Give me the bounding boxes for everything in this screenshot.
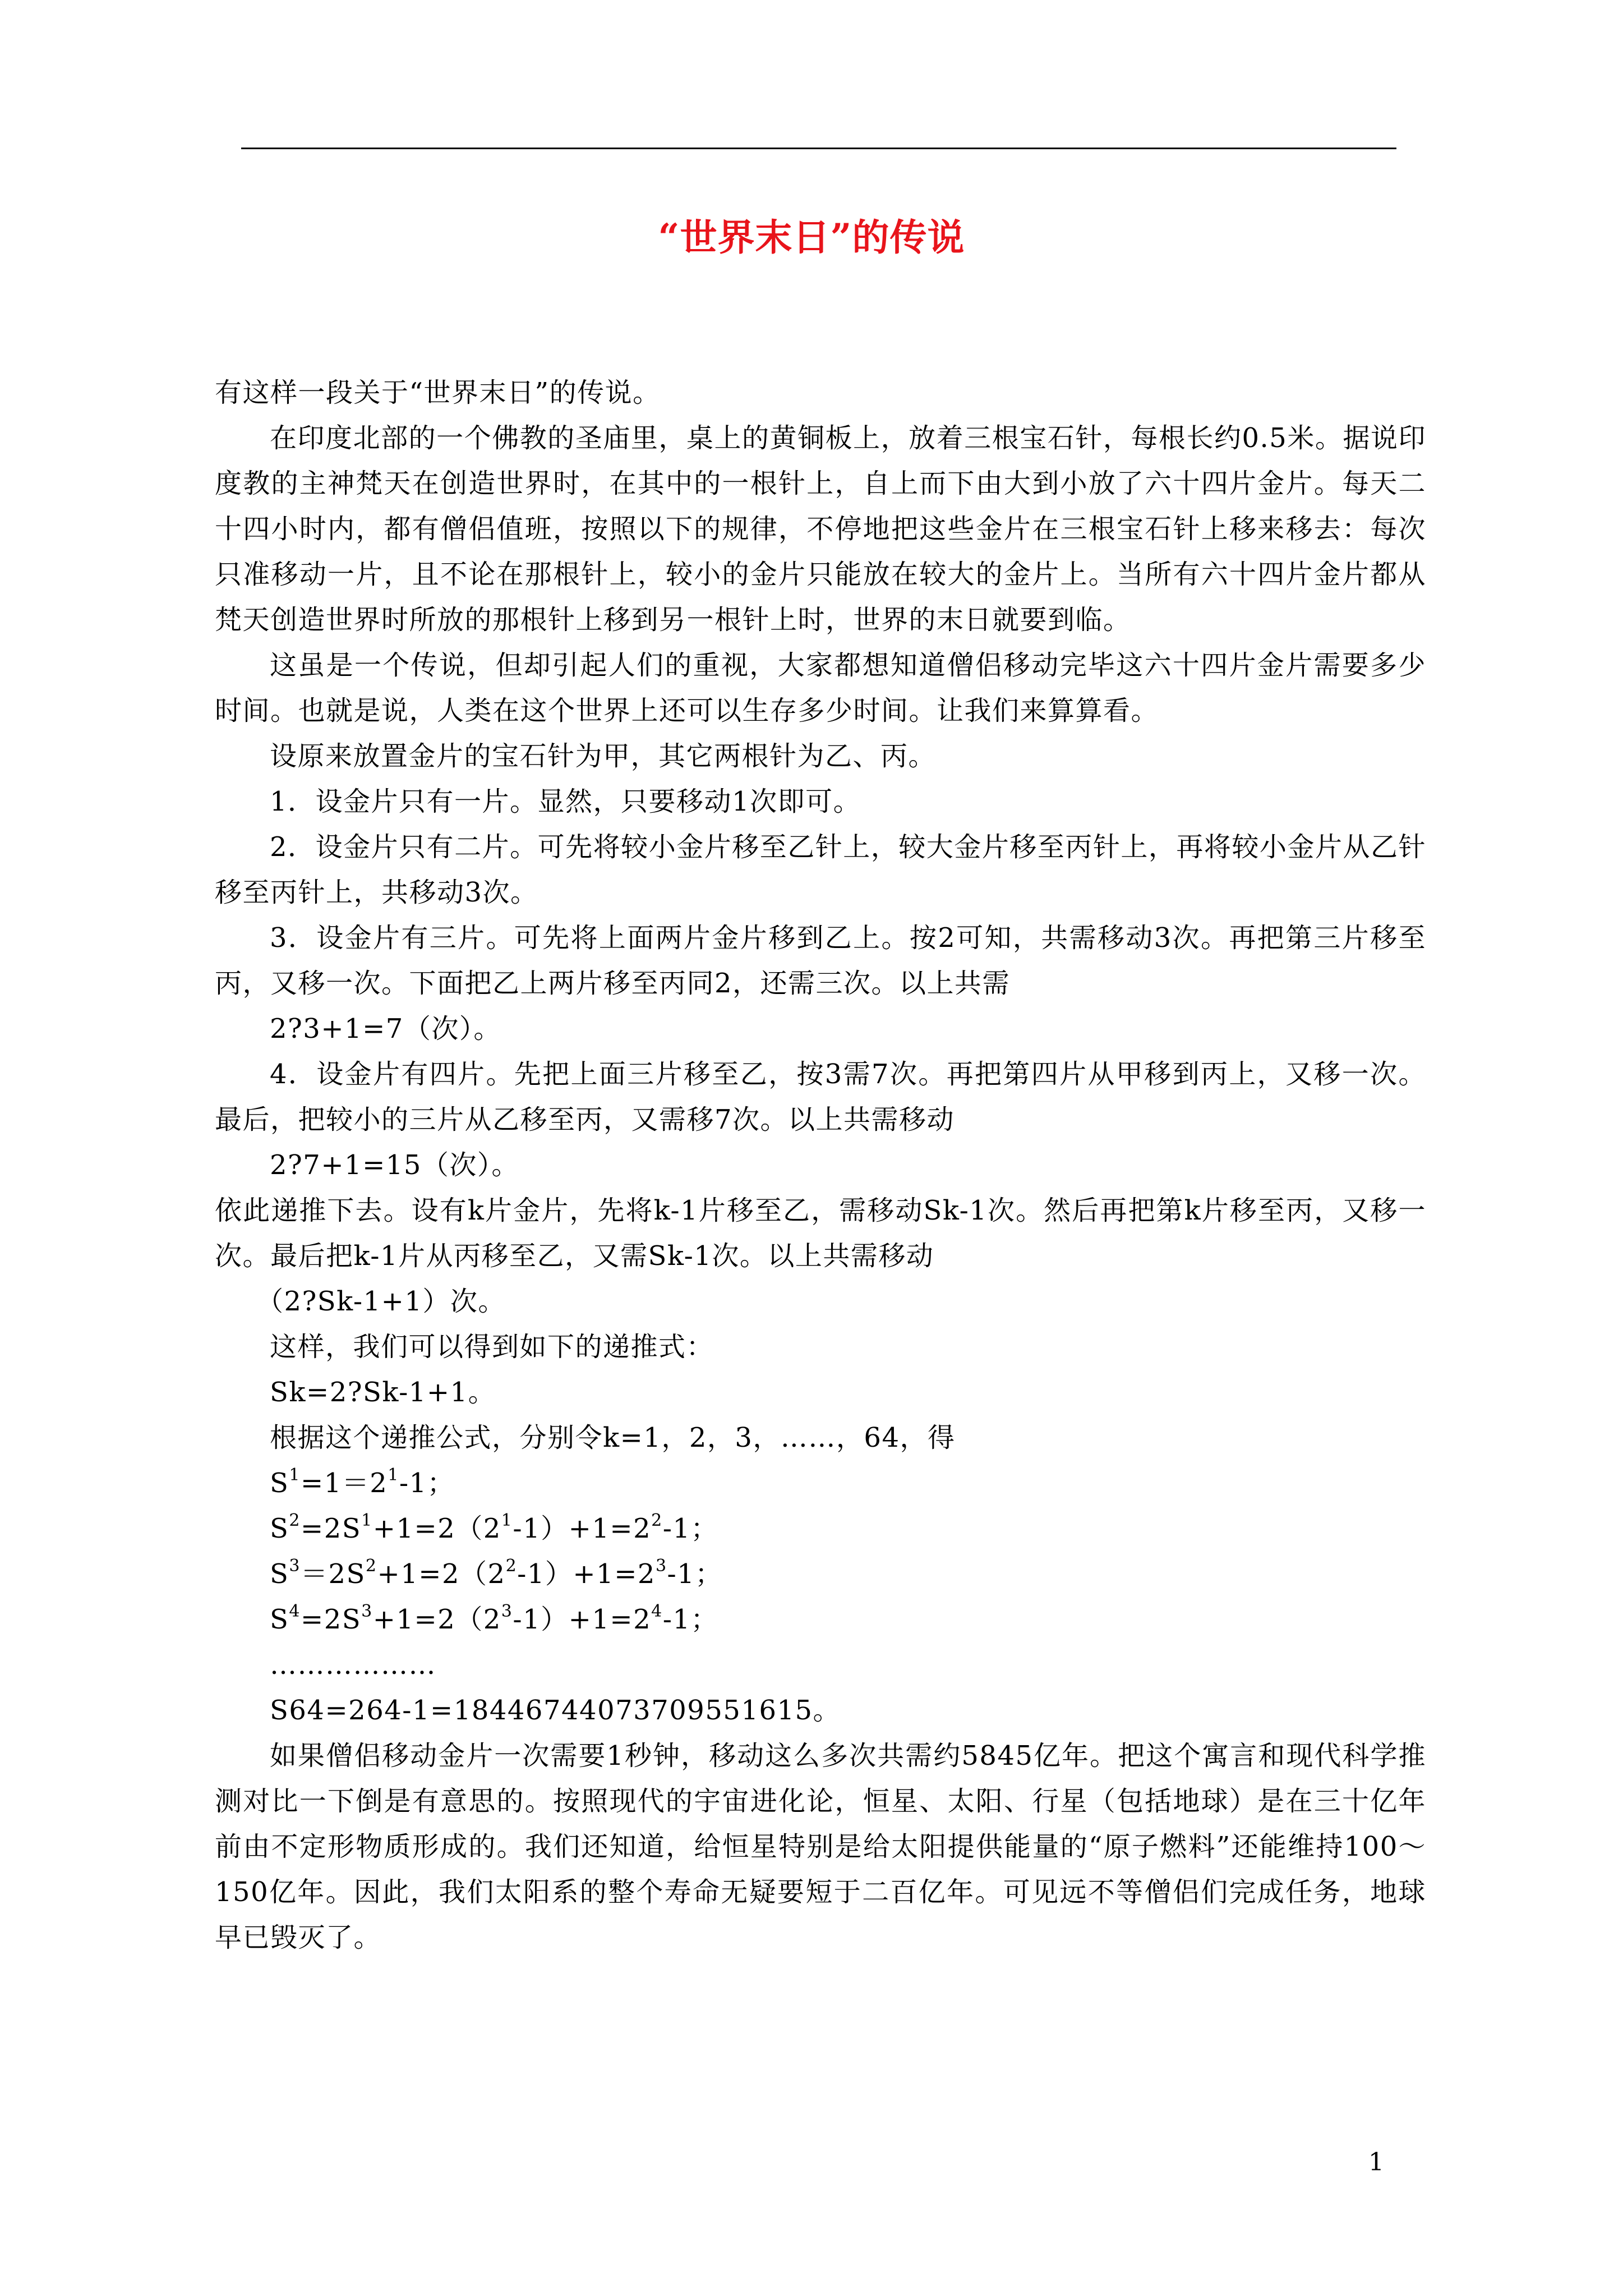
conclusion-paragraph: 如果僧侣移动金片一次需要1秒钟，移动这么多次共需约5845亿年。把这个寓言和现代科学推测对比一下倒是有意思的。按照现代的宇宙进化论，恒星、太阳、行星（包括地球）是在三十亿年前由不定形物质形成的。我们还知道，给恒星特别是给太阳提供能量的“原子燃料”还能维持100～150亿年。因此，我们太阳系的整个寿命无疑要短于二百亿年。可见远不等僧侣们完成任务，地球早已毁灭了。: [215, 1740, 1426, 1953]
document-body: [215, 370, 1426, 1961]
case-three-formula: 2?3+1=7（次）。: [270, 1013, 501, 1045]
induction-formula: （2?Sk-1+1）次。: [256, 1286, 506, 1317]
header-rule: [241, 148, 1396, 149]
recursion-intro: 这样，我们可以得到如下的递推式：: [270, 1331, 714, 1363]
induction-paragraph: 依此递推下去。设有k片金片，先将k-1片移至乙，需移动Sk-1次。然后再把第k片移至丙，又移一次。最后把k-1片从丙移至乙，又需Sk-1次。以上共需移动: [215, 1195, 1426, 1272]
intro-paragraph: 有这样一段关于“世界末日”的传说。: [215, 377, 661, 408]
case-two-paragraph: 2．设金片只有二片。可先将较小金片移至乙针上，较大金片移至丙针上，再将较小金片从乙针移至丙针上，共移动3次。: [215, 831, 1426, 908]
case-four-paragraph: 4．设金片有四片。先把上面三片移至乙，按3需7次。再把第四片从甲移到丙上，又移一次。最后，把较小的三片从乙移至丙，又需移7次。以上共需移动: [215, 1059, 1426, 1135]
page-number: 1: [1368, 2148, 1384, 2177]
formula-s2: $S^2=2S^1+1=2(2^1-1)+1=2^2-1$；: [270, 1511, 719, 1544]
document-title: “世界末日”的传说: [658, 215, 965, 259]
question-paragraph: 这虽是一个传说，但却引起人们的重视，大家都想知道僧侣移动完毕这六十四片金片需要多少时间。也就是说，人类在这个世界上还可以生存多少时间。让我们来算算看。: [215, 650, 1426, 726]
case-three-paragraph: 3．设金片有三片。可先将上面两片金片移到乙上。按2可知，共需移动3次。再把第三片移至丙，又移一次。下面把乙上两片移至丙同2，还需三次。以上共需: [215, 922, 1426, 999]
formula-s3: $S^3=2S^2+1=2(2^2-1)+1=2^3-1$；: [270, 1556, 723, 1590]
formula-s4: $S^4=2S^3+1=2(2^3-1)+1=2^4-1$；: [270, 1602, 719, 1635]
formula-s64: S64=264-1=18446744073709551615。: [270, 1695, 841, 1726]
evaluation-intro: 根据这个递推公式，分别令k=1，2，3，……，64，得: [270, 1422, 956, 1453]
case-one-paragraph: 1．设金片只有一片。显然，只要移动1次即可。: [270, 786, 861, 817]
recursion-formula: Sk=2?Sk-1+1。: [270, 1377, 496, 1408]
setup-paragraph: 设原来放置金片的宝石针为甲，其它两根针为乙、丙。: [270, 740, 937, 772]
ellipsis-line: ………………: [270, 1649, 436, 1681]
case-four-formula: 2?7+1=15（次）。: [270, 1149, 519, 1181]
formula-s1: $S^1=1=2^1-1$；: [270, 1465, 455, 1499]
legend-paragraph: 在印度北部的一个佛教的圣庙里，桌上的黄铜板上，放着三根宝石针，每根长约0.5米。据说印度教的主神梵天在创造世界时，在其中的一根针上，自上而下由大到小放了六十四片金片。每天二十四小时内，都有僧侣值班，按照以下的规律，不停地把这些金片在三根宝石针上移来移去：每次只准移动一片，且不论在那根针上，较小的金片只能放在较大的金片上。当所有六十四片金片都从梵天创造世界时所放的那根针上移到另一根针上时，世界的末日就要到临。: [215, 422, 1426, 636]
